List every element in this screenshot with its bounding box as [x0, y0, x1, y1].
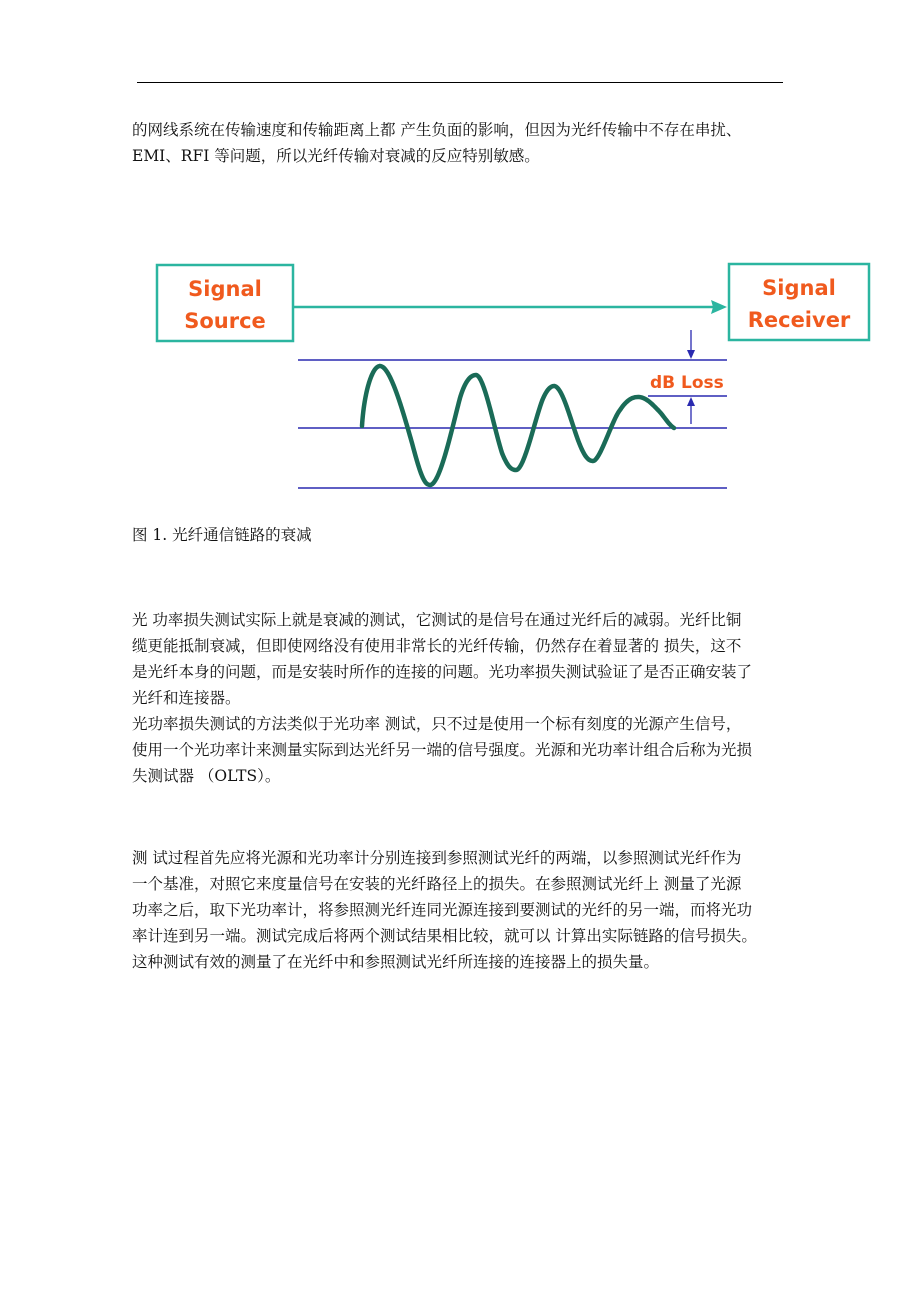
loss-arrow-up-head	[687, 397, 695, 406]
paragraph-line: 是光纤本身的问题，而是安装时所作的连接的问题。光功率损失测试验证了是否正确安装了	[132, 663, 753, 681]
loss-arrow-down-head	[687, 350, 695, 359]
header-rule	[137, 82, 783, 83]
paragraph-line: 光纤和连接器。	[132, 689, 241, 707]
paragraph-power-loss	[132, 607, 872, 789]
paragraph-line: 功率之后，取下光功率计，将参照测光纤连同光源连接到要测试的光纤的另一端，而将光功	[132, 901, 753, 919]
paragraph-line: 失测试器 （OLTS）。	[132, 767, 281, 785]
paragraph-line: 这种测试有效的测量了在光纤中和参照测试光纤所连接的连接器上的损失量。	[132, 953, 660, 971]
paragraph-line: 光 功率损失测试实际上就是衰减的测试，它测试的是信号在通过光纤后的减弱。光纤比铜	[132, 611, 742, 629]
paragraph-line: 率计连到另一端。测试完成后将两个测试结果相比较，就可以 计算出实际链路的信号损失。	[132, 927, 757, 945]
paragraph-line: 光功率损失测试的方法类似于光功率 测试，只不过是使用一个标有刻度的光源产生信号，	[132, 715, 742, 733]
attenuation-diagram	[150, 258, 880, 498]
attenuation-figure	[150, 258, 880, 498]
paragraph-line: 缆更能抵制衰减，但即使网络没有使用非常长的光纤传输，仍然存在着显著的 损失，这不	[132, 637, 742, 655]
transmission-arrow-head	[711, 300, 727, 314]
signal-source-label-1: Signal	[188, 277, 262, 301]
intro-line: 的网线系统在传输速度和传输距离上都 产生负面的影响，但因为光纤传输中不存在串扰、	[132, 121, 742, 139]
db-loss-label: dB Loss	[650, 373, 724, 393]
signal-receiver-label-2: Receiver	[747, 308, 851, 332]
signal-receiver-label-1: Signal	[762, 276, 836, 300]
figure-caption: 图 1. 光纤通信链路的衰减	[132, 526, 312, 544]
paragraph-line: 使用一个光功率计来测量实际到达光纤另一端的信号强度。光源和光功率计组合后称为光损	[132, 741, 753, 759]
damped-signal-wave	[362, 366, 674, 485]
signal-source-label-2: Source	[184, 309, 266, 333]
paragraph-line: 一个基准，对照它来度量信号在安装的光纤路径上的损失。在参照测试光纤上 测量了光源	[132, 875, 742, 893]
paragraph-line: 测 试过程首先应将光源和光功率计分别连接到参照测试光纤的两端，以参照测试光纤作为	[132, 849, 742, 867]
intro-paragraph	[132, 117, 872, 169]
paragraph-test-procedure	[132, 845, 872, 975]
intro-line: EMI、RFI 等问题，所以光纤传输对衰减的反应特别敏感。	[132, 147, 540, 165]
